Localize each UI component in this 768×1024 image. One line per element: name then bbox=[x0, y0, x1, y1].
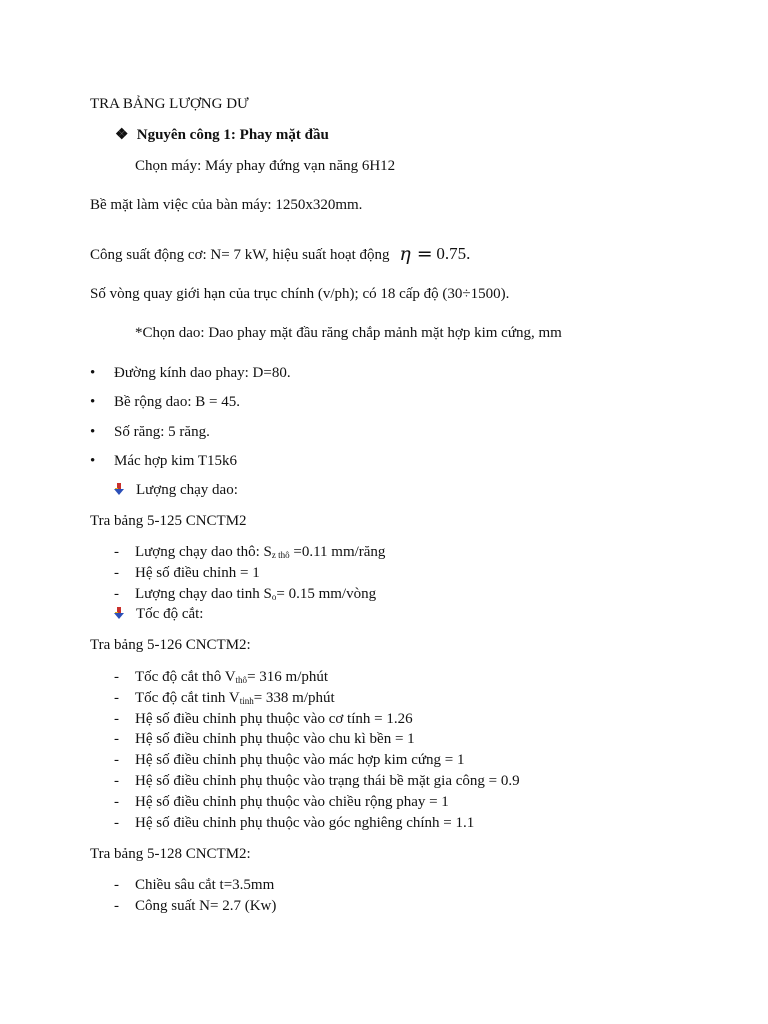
eta-symbol: η = bbox=[399, 243, 433, 265]
list-item-text: Hệ số điều chỉnh phụ thuộc vào góc nghiêng chính = 1.1 bbox=[135, 814, 475, 831]
list-item-text: Tốc độ cắt tinh V bbox=[135, 689, 240, 706]
list-item-subscript: thô bbox=[235, 675, 248, 685]
feed-heading bbox=[114, 481, 238, 499]
dash-bullet: - bbox=[114, 586, 119, 602]
tool-bullet-item: Số răng: 5 răng. bbox=[114, 423, 210, 440]
bullet-dot-icon: • bbox=[90, 394, 96, 411]
list-item-subscript: tinh bbox=[239, 695, 254, 706]
tool-bullet-item: Bề rộng dao: B = 45. bbox=[114, 394, 240, 411]
list-item-suffix: =0.11 mm/răng bbox=[289, 544, 386, 560]
tool-selection: *Chọn dao: Dao phay mặt đầu răng chắp mảnh mặt hợp kim cứng, mm bbox=[135, 325, 562, 341]
diamond-bullet-icon: ❖ bbox=[115, 127, 129, 143]
spindle-speed: Số vòng quay giới hạn của trục chính (v/ph); có 18 cấp độ (30÷1500). bbox=[90, 286, 510, 302]
dash-bullet: - bbox=[114, 669, 119, 685]
operation-heading-text: Nguyên công 1: Phay mặt đầu bbox=[136, 127, 329, 143]
list-item-text: Hệ số điều chỉnh phụ thuộc vào trạng thái bề mặt gia công = 0.9 bbox=[135, 773, 520, 789]
depth-table-ref: Tra bảng 5-128 CNCTM2: bbox=[90, 846, 251, 862]
list-item bbox=[135, 668, 328, 689]
motor-power-text: Công suất động cơ: N= 7 kW, hiệu suất hoạt động bbox=[90, 247, 390, 263]
list-item-text: Lượng chạy dao tinh S bbox=[135, 586, 272, 602]
eta-value: 0.75. bbox=[436, 244, 471, 263]
list-item bbox=[135, 793, 449, 811]
list-item-suffix: = 0.15 mm/vòng bbox=[276, 586, 377, 602]
list-item bbox=[135, 751, 464, 769]
list-item bbox=[135, 730, 415, 748]
speed-table-ref: Tra bảng 5-126 CNCTM2: bbox=[90, 637, 251, 653]
list-item-text: Hệ số điều chỉnh phụ thuộc vào chu kì bền = 1 bbox=[135, 731, 415, 748]
dash-bullet: - bbox=[114, 731, 119, 748]
list-item-suffix: = 338 m/phút bbox=[253, 689, 335, 706]
list-item bbox=[135, 710, 413, 728]
tool-bullet-item: Đường kính dao phay: D=80. bbox=[114, 365, 291, 381]
list-item bbox=[135, 564, 260, 582]
list-item-text: Chiều sâu cắt t=3.5mm bbox=[135, 877, 275, 893]
list-item-text: Hệ số điều chỉnh phụ thuộc vào mác hợp kim cứng = 1 bbox=[135, 752, 465, 769]
dash-bullet: - bbox=[114, 814, 119, 831]
dash-bullet: - bbox=[114, 877, 119, 893]
document-title: TRA BẢNG LƯỢNG DƯ bbox=[90, 96, 249, 112]
list-item-subscript: z thô bbox=[271, 550, 290, 560]
list-item-text: Lượng chạy dao thô: S bbox=[135, 544, 272, 560]
list-item-text: Hệ số điều chỉnh phụ thuộc vào cơ tính = 1.26 bbox=[135, 710, 413, 727]
list-item bbox=[135, 585, 376, 606]
dash-bullet: - bbox=[114, 544, 119, 560]
list-item-text: Tốc độ cắt thô V bbox=[135, 669, 236, 685]
list-item-suffix: = 316 m/phút bbox=[247, 669, 329, 685]
dash-bullet: - bbox=[114, 565, 119, 581]
table-surface: Bề mặt làm việc của bàn máy: 1250x320mm. bbox=[90, 197, 363, 213]
list-item bbox=[135, 543, 385, 564]
list-item bbox=[135, 897, 276, 915]
dash-bullet: - bbox=[114, 773, 119, 789]
list-item-text: Công suất N= 2.7 (Kw) bbox=[135, 898, 277, 914]
list-item bbox=[135, 772, 520, 790]
list-item bbox=[135, 689, 335, 710]
motor-power bbox=[90, 244, 470, 264]
bullet-dot-icon: • bbox=[90, 423, 96, 440]
list-item bbox=[135, 814, 474, 832]
list-item-text: Hệ số điều chỉnh = 1 bbox=[135, 565, 260, 581]
feed-heading-text: Lượng chạy dao: bbox=[136, 482, 238, 498]
speed-heading bbox=[114, 605, 203, 623]
bullet-dot-icon: • bbox=[90, 452, 96, 469]
operation-heading bbox=[115, 126, 329, 144]
arrow-down-icon bbox=[114, 483, 124, 495]
bullet-dot-icon: • bbox=[90, 365, 96, 381]
speed-heading-text: Tốc độ cắt: bbox=[136, 606, 204, 622]
machine-selection: Chọn máy: Máy phay đứng vạn năng 6H12 bbox=[135, 158, 396, 174]
feed-table-ref: Tra bảng 5-125 CNCTM2 bbox=[90, 513, 247, 529]
list-item-text: Hệ số điều chỉnh phụ thuộc vào chiều rộng phay = 1 bbox=[135, 793, 449, 810]
arrow-down-icon bbox=[114, 607, 124, 619]
dash-bullet: - bbox=[114, 793, 119, 810]
dash-bullet: - bbox=[114, 752, 119, 769]
dash-bullet: - bbox=[114, 898, 119, 914]
tool-bullet-item: Mác hợp kim T15k6 bbox=[114, 452, 238, 469]
dash-bullet: - bbox=[114, 710, 119, 727]
dash-bullet: - bbox=[114, 689, 119, 706]
list-item bbox=[135, 876, 274, 894]
list-item-subscript: o bbox=[271, 592, 277, 602]
